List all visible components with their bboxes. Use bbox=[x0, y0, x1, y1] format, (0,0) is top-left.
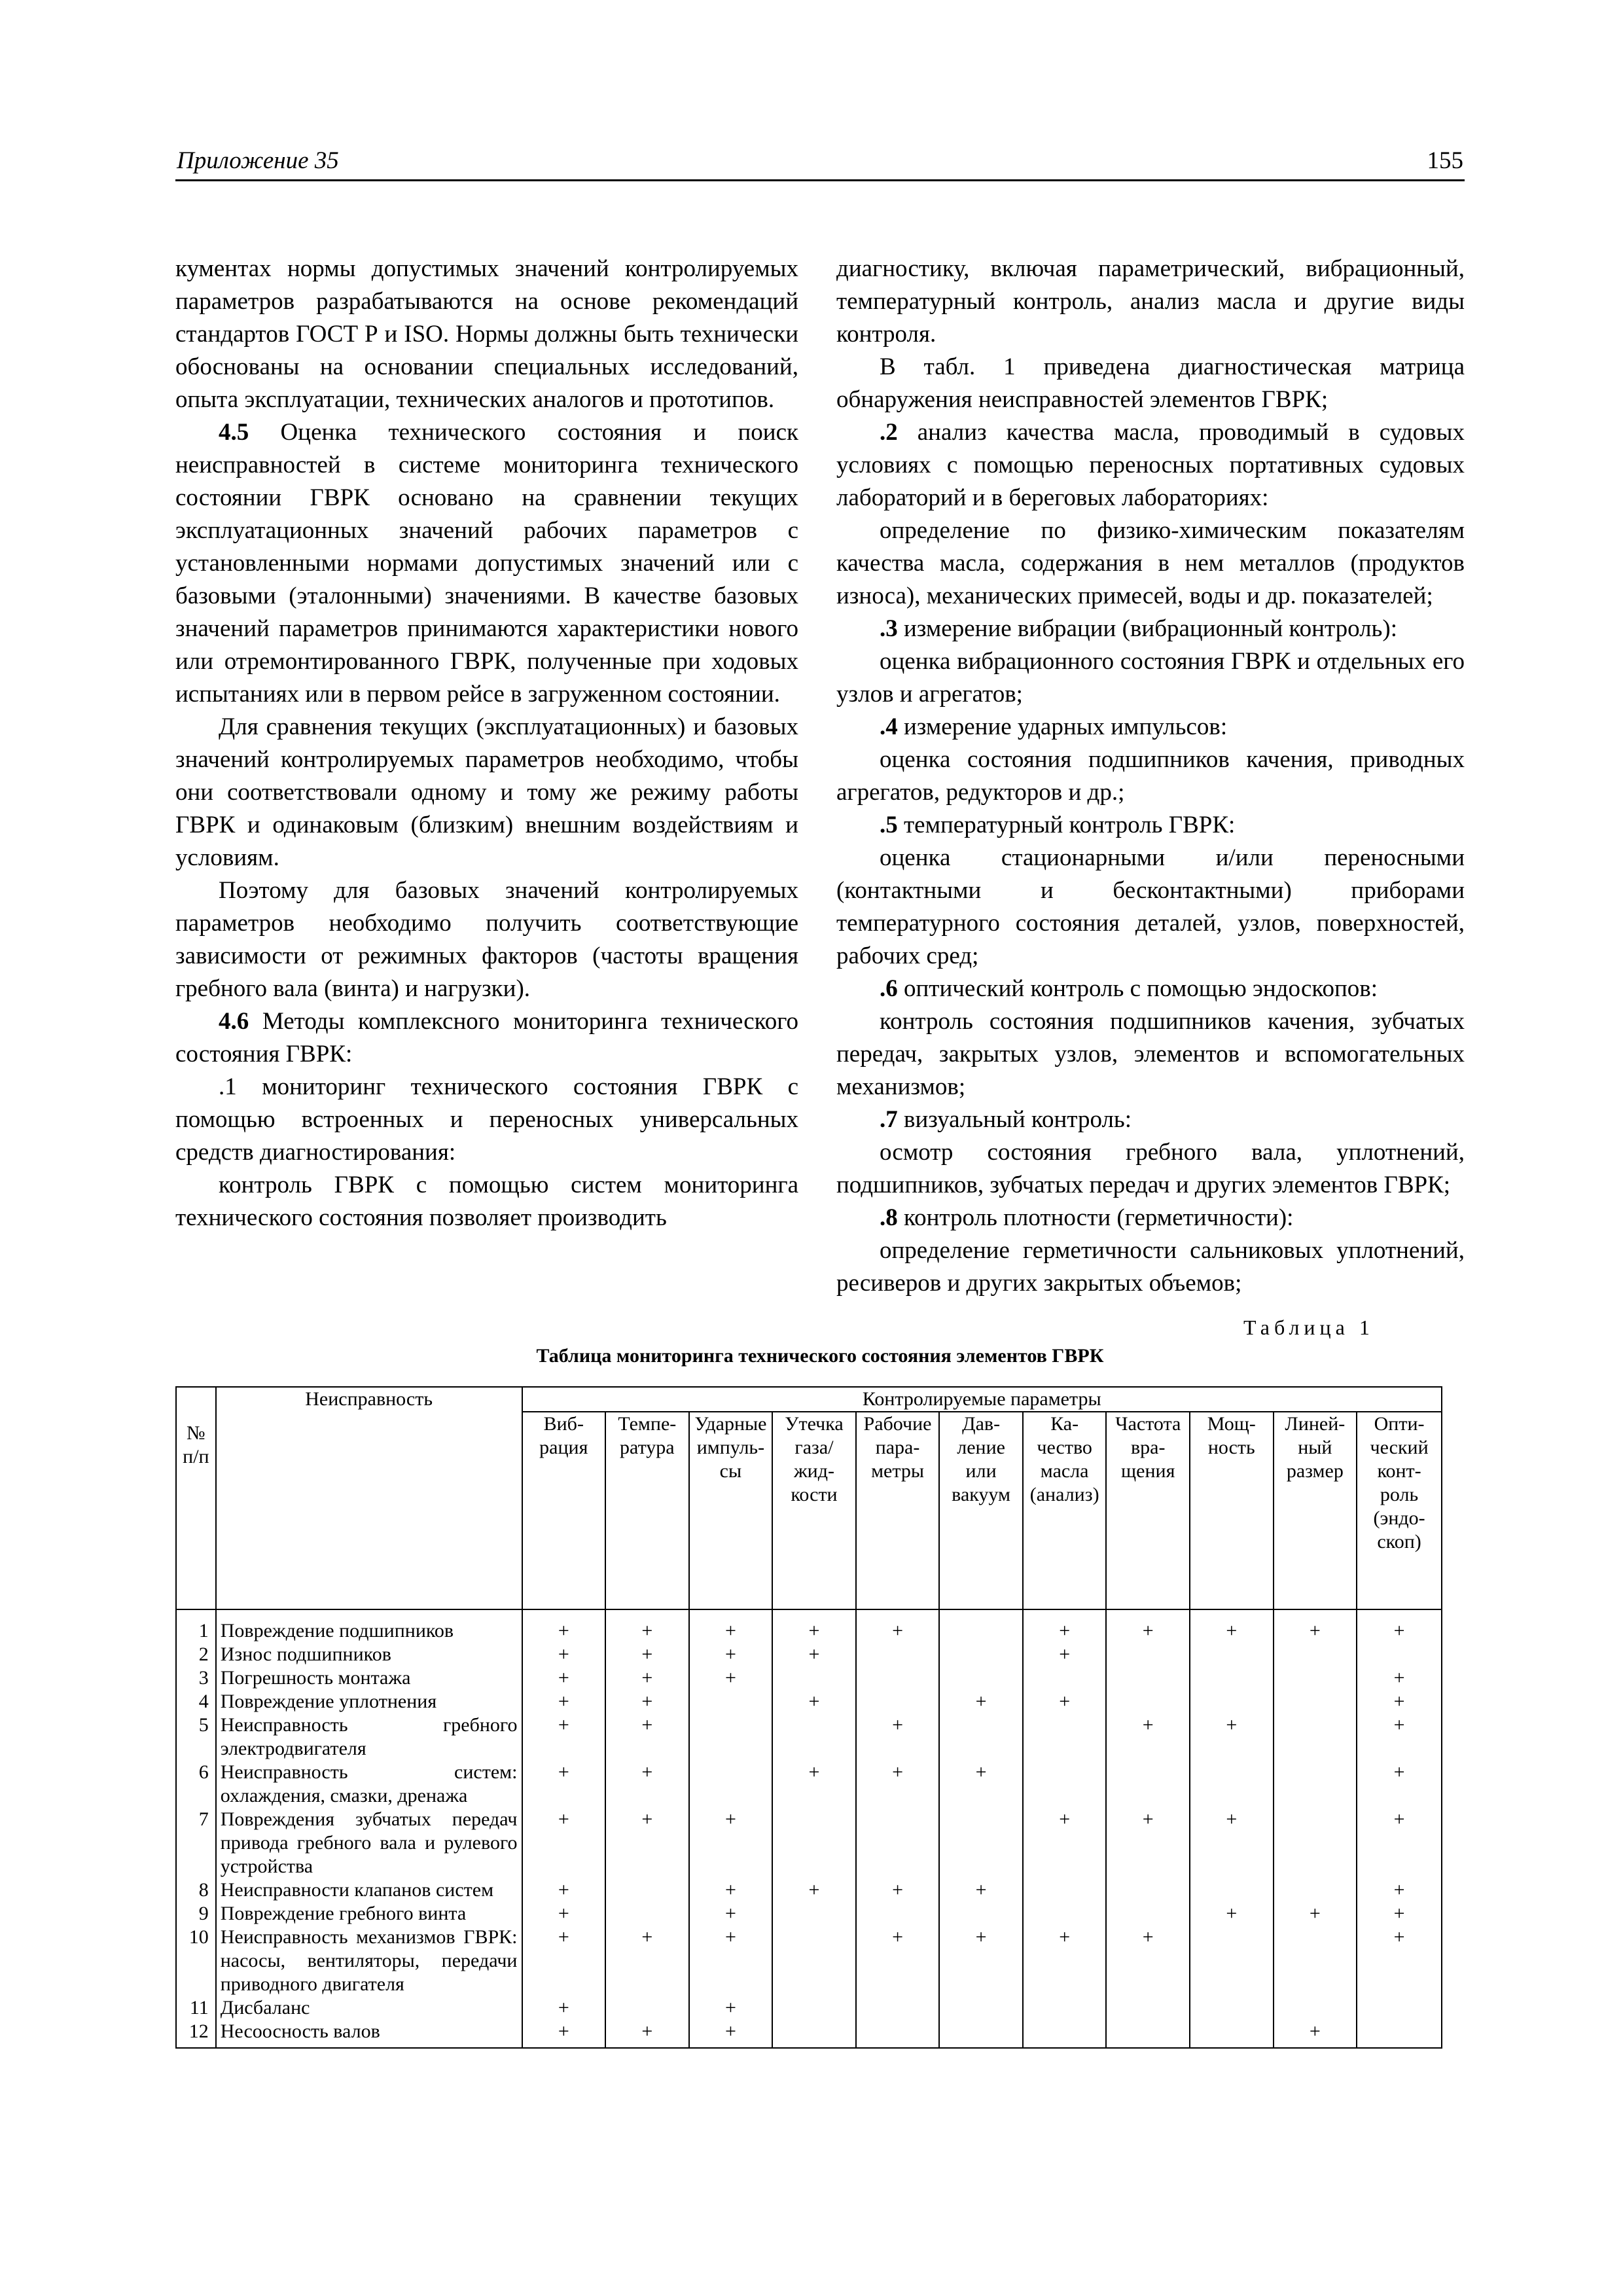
param-mark bbox=[856, 1808, 940, 1878]
param-mark: + bbox=[689, 1643, 773, 1666]
param-mark: + bbox=[605, 1761, 689, 1808]
paragraph-text: визуальный контроль: bbox=[897, 1106, 1132, 1133]
section-number: .2 bbox=[880, 419, 898, 446]
paragraph-text: В табл. 1 приведена диагностическая матрица обнаружения неисправностей элементов ГВРК; bbox=[836, 353, 1465, 413]
param-mark bbox=[1106, 1761, 1190, 1808]
param-mark bbox=[939, 1666, 1023, 1690]
param-mark bbox=[939, 1902, 1023, 1926]
paragraph-text: контроль состояния подшипников качения, зубчатых передач, закрытых узлов, элементов и вспомогательных механизмов; bbox=[836, 1008, 1465, 1100]
param-mark bbox=[939, 1808, 1023, 1878]
param-header: Ка- чество масла (анализ) bbox=[1023, 1412, 1107, 1609]
param-mark: + bbox=[772, 1643, 856, 1666]
fault-name: Дисбаланс bbox=[216, 1996, 522, 2020]
param-mark bbox=[1274, 1666, 1357, 1690]
param-mark bbox=[1023, 1761, 1107, 1808]
row-number: 1 bbox=[176, 1609, 216, 1643]
param-mark bbox=[772, 1902, 856, 1926]
fault-name: Погрешность монтажа bbox=[216, 1666, 522, 1690]
paragraph-text: Оценка технического состояния и поиск неисправностей в системе мониторинга технического состоянии ГВРК основано на сравнении текущих эксплуатационных значений рабочих параметров с установленными нормами допустимых значений или с базовыми (эталонными) значениями. В качестве базовых значений параметров принимаются характеристики нового или отремонтированного ГВРК, полученные при ходовых испытаниях или в первом рейсе в загруженном состоянии. bbox=[175, 419, 798, 708]
paragraph-text: Методы комплексного мониторинга технического состояния ГВРК: bbox=[175, 1008, 798, 1067]
row-number: 3 bbox=[176, 1666, 216, 1690]
param-mark: + bbox=[689, 1926, 773, 1996]
table-row bbox=[176, 1761, 1442, 1808]
paragraph bbox=[836, 973, 1465, 1005]
param-mark bbox=[1106, 1902, 1190, 1926]
param-mark bbox=[772, 1666, 856, 1690]
param-mark: + bbox=[522, 2020, 606, 2048]
param-mark: + bbox=[1357, 1761, 1442, 1808]
paragraph-text: определение герметичности сальниковых уплотнений, ресиверов и других закрытых объемов; bbox=[836, 1237, 1465, 1297]
param-mark bbox=[939, 1713, 1023, 1761]
paragraph bbox=[836, 416, 1465, 514]
paragraph-text: измерение ударных импульсов: bbox=[897, 713, 1228, 740]
paragraph-text: оптический контроль с помощью эндоскопов: bbox=[897, 975, 1378, 1002]
row-number: 8 bbox=[176, 1878, 216, 1902]
param-mark bbox=[1274, 1878, 1357, 1902]
paragraph bbox=[175, 253, 798, 416]
section-number: 4.6 bbox=[219, 1008, 249, 1035]
param-mark: + bbox=[605, 1666, 689, 1690]
paragraph bbox=[836, 1202, 1465, 1234]
paragraph bbox=[836, 842, 1465, 973]
param-mark: + bbox=[689, 1878, 773, 1902]
param-mark bbox=[1274, 1690, 1357, 1713]
table-body bbox=[176, 1609, 1442, 2048]
paragraph-text: оценка вибрационного состояния ГВРК и отдельных его узлов и агрегатов; bbox=[836, 648, 1465, 708]
param-mark: + bbox=[605, 1609, 689, 1643]
row-number: 10 bbox=[176, 1926, 216, 1996]
row-number: 9 bbox=[176, 1902, 216, 1926]
table-row bbox=[176, 1643, 1442, 1666]
param-mark: + bbox=[856, 1713, 940, 1761]
table-caption: Таблица мониторинга технического состояния элементов ГВРК bbox=[536, 1345, 1104, 1367]
paragraph bbox=[175, 1005, 798, 1071]
param-mark bbox=[1023, 1666, 1107, 1690]
param-mark bbox=[1190, 1761, 1274, 1808]
param-mark: + bbox=[1357, 1609, 1442, 1643]
param-mark bbox=[1274, 1926, 1357, 1996]
param-mark: + bbox=[1023, 1926, 1107, 1996]
row-number: 4 bbox=[176, 1690, 216, 1713]
param-mark bbox=[689, 1761, 773, 1808]
table-row bbox=[176, 1609, 1442, 1643]
paragraph bbox=[836, 1103, 1465, 1136]
paragraph-text: Поэтому для базовых значений контролируемых параметров необходимо получить соответствующие зависимости от режимных факторов (частоты вращения гребного вала (винта) и нагрузки). bbox=[175, 877, 798, 1002]
paragraph bbox=[836, 1234, 1465, 1300]
table-row bbox=[176, 1996, 1442, 2020]
param-mark bbox=[939, 1996, 1023, 2020]
param-header: Темпе- ратура bbox=[605, 1412, 689, 1609]
param-mark bbox=[1190, 1878, 1274, 1902]
param-header: Дав- ление или вакуум bbox=[939, 1412, 1023, 1609]
fault-name: Неисправности клапанов систем bbox=[216, 1878, 522, 1902]
param-mark bbox=[772, 1926, 856, 1996]
param-mark bbox=[1023, 1878, 1107, 1902]
num-header: № п/п bbox=[176, 1387, 216, 1609]
param-mark: + bbox=[1106, 1609, 1190, 1643]
param-header: Мощ- ность bbox=[1190, 1412, 1274, 1609]
param-mark: + bbox=[522, 1643, 606, 1666]
row-number: 12 bbox=[176, 2020, 216, 2048]
param-mark: + bbox=[1357, 1902, 1442, 1926]
param-mark: + bbox=[605, 1713, 689, 1761]
table-row bbox=[176, 1690, 1442, 1713]
param-mark bbox=[1274, 1808, 1357, 1878]
paragraph bbox=[836, 711, 1465, 744]
param-mark: + bbox=[939, 1878, 1023, 1902]
param-mark: + bbox=[1190, 1609, 1274, 1643]
param-mark bbox=[939, 1609, 1023, 1643]
param-mark bbox=[1274, 1996, 1357, 2020]
param-mark: + bbox=[939, 1690, 1023, 1713]
param-mark: + bbox=[1190, 1713, 1274, 1761]
param-mark bbox=[1106, 1643, 1190, 1666]
param-mark: + bbox=[522, 1713, 606, 1761]
param-mark bbox=[856, 1666, 940, 1690]
paragraph bbox=[836, 1136, 1465, 1202]
paragraph-text: оценка состояния подшипников качения, приводных агрегатов, редукторов и др.; bbox=[836, 746, 1465, 806]
fault-name: Неисправность систем: охлаждения, смазки, дренажа bbox=[216, 1761, 522, 1808]
param-mark: + bbox=[689, 1902, 773, 1926]
table-row bbox=[176, 1878, 1442, 1902]
paragraph bbox=[175, 874, 798, 1005]
paragraph-text: контроль плотности (герметичности): bbox=[897, 1204, 1294, 1231]
fault-name: Износ подшипников bbox=[216, 1643, 522, 1666]
paragraph-text: Для сравнения текущих (эксплуатационных) и базовых значений контролируемых параметров необходимо, чтобы они соответствовали одному и тому же режиму работы ГВРК и одинаковым (близким) внешним воздействиям и условиям. bbox=[175, 713, 798, 871]
section-number: .7 bbox=[880, 1106, 898, 1133]
fault-name: Неисправность механизмов ГВРК: насосы, вентиляторы, передачи приводного двигателя bbox=[216, 1926, 522, 1996]
paragraph-text: оценка стационарными и/или переносными (контактными и бесконтактными) приборами температурного состояния деталей, узлов, поверхностей, рабочих сред; bbox=[836, 844, 1465, 969]
param-mark bbox=[1023, 2020, 1107, 2048]
param-mark bbox=[605, 1878, 689, 1902]
param-mark bbox=[1106, 1878, 1190, 1902]
param-header: Опти- ческий конт- роль (эндо- скоп) bbox=[1357, 1412, 1442, 1609]
param-mark: + bbox=[689, 1808, 773, 1878]
param-mark bbox=[689, 1690, 773, 1713]
param-mark: + bbox=[1357, 1926, 1442, 1996]
fault-name: Несоосность валов bbox=[216, 2020, 522, 2048]
param-mark bbox=[856, 1996, 940, 2020]
param-mark: + bbox=[1274, 1902, 1357, 1926]
param-mark bbox=[1190, 1996, 1274, 2020]
paragraph-text: осмотр состояния гребного вала, уплотнений, подшипников, зубчатых передач и других элементов ГВРК; bbox=[836, 1139, 1465, 1198]
paragraph-text: температурный контроль ГВРК: bbox=[897, 812, 1236, 838]
param-mark bbox=[1274, 1761, 1357, 1808]
param-mark bbox=[1274, 1643, 1357, 1666]
param-mark: + bbox=[772, 1690, 856, 1713]
fault-name: Неисправность гребного электродвигателя bbox=[216, 1713, 522, 1761]
param-mark: + bbox=[939, 1761, 1023, 1808]
param-mark bbox=[1357, 1996, 1442, 2020]
param-mark: + bbox=[772, 1609, 856, 1643]
param-header: Частота вра- щения bbox=[1106, 1412, 1190, 1609]
param-mark bbox=[1106, 2020, 1190, 2048]
param-mark: + bbox=[689, 1996, 773, 2020]
table-row bbox=[176, 1666, 1442, 1690]
param-mark: + bbox=[1274, 2020, 1357, 2048]
fault-name: Повреждение гребного винта bbox=[216, 1902, 522, 1926]
param-mark bbox=[1190, 2020, 1274, 2048]
table-label: Таблица 1 bbox=[1243, 1316, 1374, 1339]
param-mark: + bbox=[522, 1996, 606, 2020]
param-mark bbox=[856, 2020, 940, 2048]
param-mark bbox=[1190, 1666, 1274, 1690]
param-mark: + bbox=[522, 1808, 606, 1878]
paragraph bbox=[836, 351, 1465, 416]
param-mark: + bbox=[605, 1690, 689, 1713]
param-mark: + bbox=[605, 1808, 689, 1878]
param-mark: + bbox=[1023, 1643, 1107, 1666]
param-mark: + bbox=[1357, 1690, 1442, 1713]
param-mark: + bbox=[689, 1609, 773, 1643]
section-number: .6 bbox=[880, 975, 898, 1002]
right-column bbox=[836, 253, 1465, 1300]
param-mark: + bbox=[605, 1926, 689, 1996]
fault-name: Повреждения зубчатых передач привода гребного вала и рулевого устройства bbox=[216, 1808, 522, 1878]
paragraph bbox=[836, 809, 1465, 842]
paragraph-text: измерение вибрации (вибрационный контроль): bbox=[897, 615, 1398, 642]
param-mark bbox=[1190, 1690, 1274, 1713]
param-mark bbox=[1023, 1996, 1107, 2020]
param-mark bbox=[1190, 1926, 1274, 1996]
row-number: 11 bbox=[176, 1996, 216, 2020]
param-mark: + bbox=[522, 1609, 606, 1643]
param-mark bbox=[1023, 1902, 1107, 1926]
paragraph bbox=[836, 253, 1465, 351]
param-mark: + bbox=[1106, 1926, 1190, 1996]
param-mark bbox=[856, 1902, 940, 1926]
row-number: 7 bbox=[176, 1808, 216, 1878]
monitoring-table bbox=[175, 1386, 1442, 2049]
param-header: Виб- рация bbox=[522, 1412, 606, 1609]
param-mark: + bbox=[772, 1878, 856, 1902]
param-mark: + bbox=[522, 1761, 606, 1808]
params-group-header: Контролируемые параметры bbox=[522, 1387, 1442, 1412]
section-number: .3 bbox=[880, 615, 898, 642]
param-mark bbox=[1106, 1996, 1190, 2020]
table-row bbox=[176, 1926, 1442, 1996]
param-mark: + bbox=[605, 1643, 689, 1666]
param-mark: + bbox=[1106, 1808, 1190, 1878]
param-mark bbox=[939, 2020, 1023, 2048]
param-mark bbox=[856, 1643, 940, 1666]
param-mark: + bbox=[689, 2020, 773, 2048]
param-mark bbox=[772, 1713, 856, 1761]
param-mark bbox=[1357, 2020, 1442, 2048]
page-number: 155 bbox=[1427, 147, 1463, 174]
param-mark bbox=[605, 1996, 689, 2020]
paragraph bbox=[836, 744, 1465, 809]
paragraph-text: анализ качества масла, проводимый в судовых условиях с помощью переносных портативных судовых лабораторий и в береговых лабораториях: bbox=[836, 419, 1465, 511]
row-number: 5 bbox=[176, 1713, 216, 1761]
param-mark bbox=[605, 1902, 689, 1926]
param-header: Рабочие пара- метры bbox=[856, 1412, 940, 1609]
param-mark bbox=[939, 1643, 1023, 1666]
left-column bbox=[175, 253, 798, 1234]
param-mark: + bbox=[1357, 1666, 1442, 1690]
param-mark: + bbox=[605, 2020, 689, 2048]
paragraph bbox=[175, 416, 798, 711]
param-mark bbox=[1357, 1643, 1442, 1666]
param-mark bbox=[772, 1808, 856, 1878]
param-header: Ударные импуль- сы bbox=[689, 1412, 773, 1609]
paragraph bbox=[836, 514, 1465, 613]
paragraph bbox=[836, 613, 1465, 645]
param-header: Линей- ный размер bbox=[1274, 1412, 1357, 1609]
paragraph bbox=[175, 711, 798, 874]
param-mark: + bbox=[1357, 1808, 1442, 1878]
param-mark: + bbox=[856, 1761, 940, 1808]
param-mark: + bbox=[522, 1690, 606, 1713]
param-mark: + bbox=[522, 1902, 606, 1926]
paragraph-text: диагностику, включая параметрический, вибрационный, температурный контроль, анализ масла и другие виды контроля. bbox=[836, 255, 1465, 348]
table-row bbox=[176, 1808, 1442, 1878]
param-mark bbox=[1106, 1666, 1190, 1690]
section-number: 4.5 bbox=[219, 419, 249, 446]
param-header: Утечка газа/ жид- кости bbox=[772, 1412, 856, 1609]
param-mark: + bbox=[1357, 1713, 1442, 1761]
paragraph-text: контроль ГВРК с помощью систем мониторинга технического состояния позволяет производить bbox=[175, 1172, 798, 1231]
param-mark: + bbox=[1274, 1609, 1357, 1643]
param-mark: + bbox=[522, 1926, 606, 1996]
paragraph bbox=[836, 645, 1465, 711]
section-number: .4 bbox=[880, 713, 898, 740]
param-mark bbox=[856, 1690, 940, 1713]
param-mark bbox=[772, 2020, 856, 2048]
paragraph bbox=[175, 1169, 798, 1234]
appendix-title: Приложение 35 bbox=[177, 147, 339, 174]
fault-name: Повреждение уплотнения bbox=[216, 1690, 522, 1713]
param-mark bbox=[1190, 1643, 1274, 1666]
section-number: .8 bbox=[880, 1204, 898, 1231]
param-mark: + bbox=[772, 1761, 856, 1808]
param-mark: + bbox=[856, 1926, 940, 1996]
paragraph-text: определение по физико-химическим показателям качества масла, содержания в нем металлов (продуктов износа), механических примесей, воды и др. показателей; bbox=[836, 517, 1465, 609]
param-mark: + bbox=[1190, 1808, 1274, 1878]
param-mark: + bbox=[689, 1666, 773, 1690]
row-number: 2 bbox=[176, 1643, 216, 1666]
paragraph-text: кументах нормы допустимых значений контролируемых параметров разрабатываются на основе рекомендаций стандартов ГОСТ Р и ISO. Нормы должны быть технически обоснованы на основании специальных исследований, опыта эксплуатации, технических аналогов и прототипов. bbox=[175, 255, 798, 413]
table-row bbox=[176, 1713, 1442, 1761]
param-mark: + bbox=[522, 1878, 606, 1902]
param-mark bbox=[689, 1713, 773, 1761]
paragraph-text: .1 мониторинг технического состояния ГВРК с помощью встроенных и переносных универсальных средств диагностирования: bbox=[175, 1073, 798, 1166]
param-mark: + bbox=[1106, 1713, 1190, 1761]
param-mark: + bbox=[1190, 1902, 1274, 1926]
param-mark: + bbox=[522, 1666, 606, 1690]
param-mark: + bbox=[1023, 1808, 1107, 1878]
table-row bbox=[176, 2020, 1442, 2048]
param-mark bbox=[1023, 1713, 1107, 1761]
param-mark bbox=[1106, 1690, 1190, 1713]
param-mark: + bbox=[856, 1878, 940, 1902]
paragraph bbox=[836, 1005, 1465, 1103]
section-number: .5 bbox=[880, 812, 898, 838]
fault-name: Повреждение подшипников bbox=[216, 1609, 522, 1643]
param-mark bbox=[772, 1996, 856, 2020]
param-mark: + bbox=[1023, 1690, 1107, 1713]
fault-header: Неисправность bbox=[216, 1387, 522, 1609]
row-number: 6 bbox=[176, 1761, 216, 1808]
page-header bbox=[175, 145, 1465, 181]
param-mark bbox=[1274, 1713, 1357, 1761]
table-row bbox=[176, 1902, 1442, 1926]
paragraph bbox=[175, 1071, 798, 1169]
param-mark: + bbox=[1023, 1609, 1107, 1643]
param-mark: + bbox=[856, 1609, 940, 1643]
param-mark: + bbox=[1357, 1878, 1442, 1902]
param-mark: + bbox=[939, 1926, 1023, 1996]
